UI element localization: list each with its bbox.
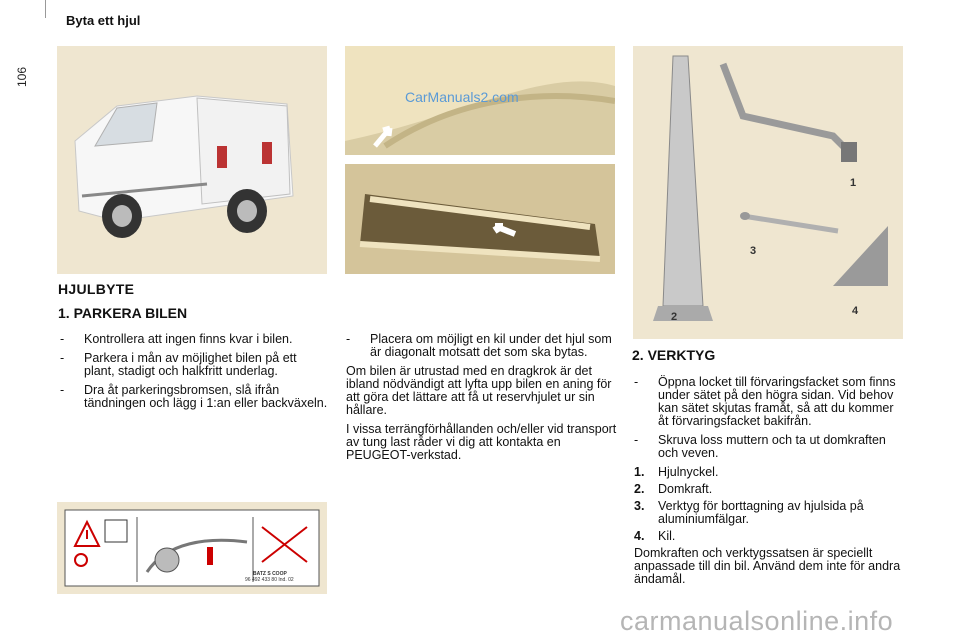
hitch-paragraph: Om bilen är utrustad med en dragkrok är det ibland nödvändigt att lyfta upp bilen en aning för att göra det lättare att få ut reservhjulet ur sin hållare. [346,364,612,417]
terrain-paragraph: I vissa terrängförhållanden och/eller vid transport av tung last råder vi dig att kontakta en PEUGEOT-verkstad. [346,422,617,462]
tools-illustration [633,46,903,339]
numbered-item: 1. Hjulnyckel. [634,465,719,479]
tool-number-3: 3 [750,245,757,257]
tools-column [634,376,906,592]
list-item: - Skruva loss muttern och ta ut domkraften och veven. [634,433,886,460]
tool-number-4: 4 [852,305,859,317]
numbered-item: 2. Domkraft. [634,482,713,496]
tools-note: Domkraften och verktygssatsen är speciellt anpassade till din bil. Använd dem inte för andra ändamål. [634,546,901,586]
label-ref: 96 492 433 80 Ind. 02 [245,577,294,583]
page-title: Byta ett hjul [66,13,141,28]
tools-image [633,46,903,339]
van-image [57,46,327,274]
list-item: - Parkera i mån av möjlighet bilen på ett plant, stadigt och halkfritt underlag. [60,351,297,378]
list-item: - Kontrollera att ingen finns kvar i bilen. [60,332,293,346]
seat-image-bottom [345,164,615,274]
numbered-item: 4. Kil. [634,529,676,543]
list-item: - Dra åt parkeringsbromsen, slå ifrån tändningen och lägg i 1:an eller backväxeln. [60,383,328,410]
list-item: - Placera om möjligt en kil under det hjul som är diagonalt motsatt det som ska bytas. [346,332,612,359]
middle-column [346,333,618,468]
park-title: 1. PARKERA BILEN [58,305,188,321]
seat-illustration-bottom [345,164,615,274]
footer-watermark: carmanualsonline.info [620,606,894,636]
tools-title: 2. VERKTYG [632,347,716,363]
watermark-text: CarManuals2.com [405,89,519,105]
tool-number-2: 2 [671,311,678,323]
section-title: HJULBYTE [58,281,135,297]
van-illustration [57,46,327,274]
list-item: - Öppna locket till förvaringsfacket som finns under sätet på den högra sidan. Vid behov kan sätet skjutas framåt, så att du kommer åt förvaringsfacket bakifrån. [634,375,896,428]
numbered-item: 3. Verktyg för borttagning av hjulsida på aluminiumfälgar. [634,499,864,526]
margin-bar [45,0,46,18]
page-number: 106 [15,66,29,88]
tool-number-1: 1 [850,177,857,189]
label-code: BATZ S COOP [253,571,287,577]
park-list [60,333,328,416]
